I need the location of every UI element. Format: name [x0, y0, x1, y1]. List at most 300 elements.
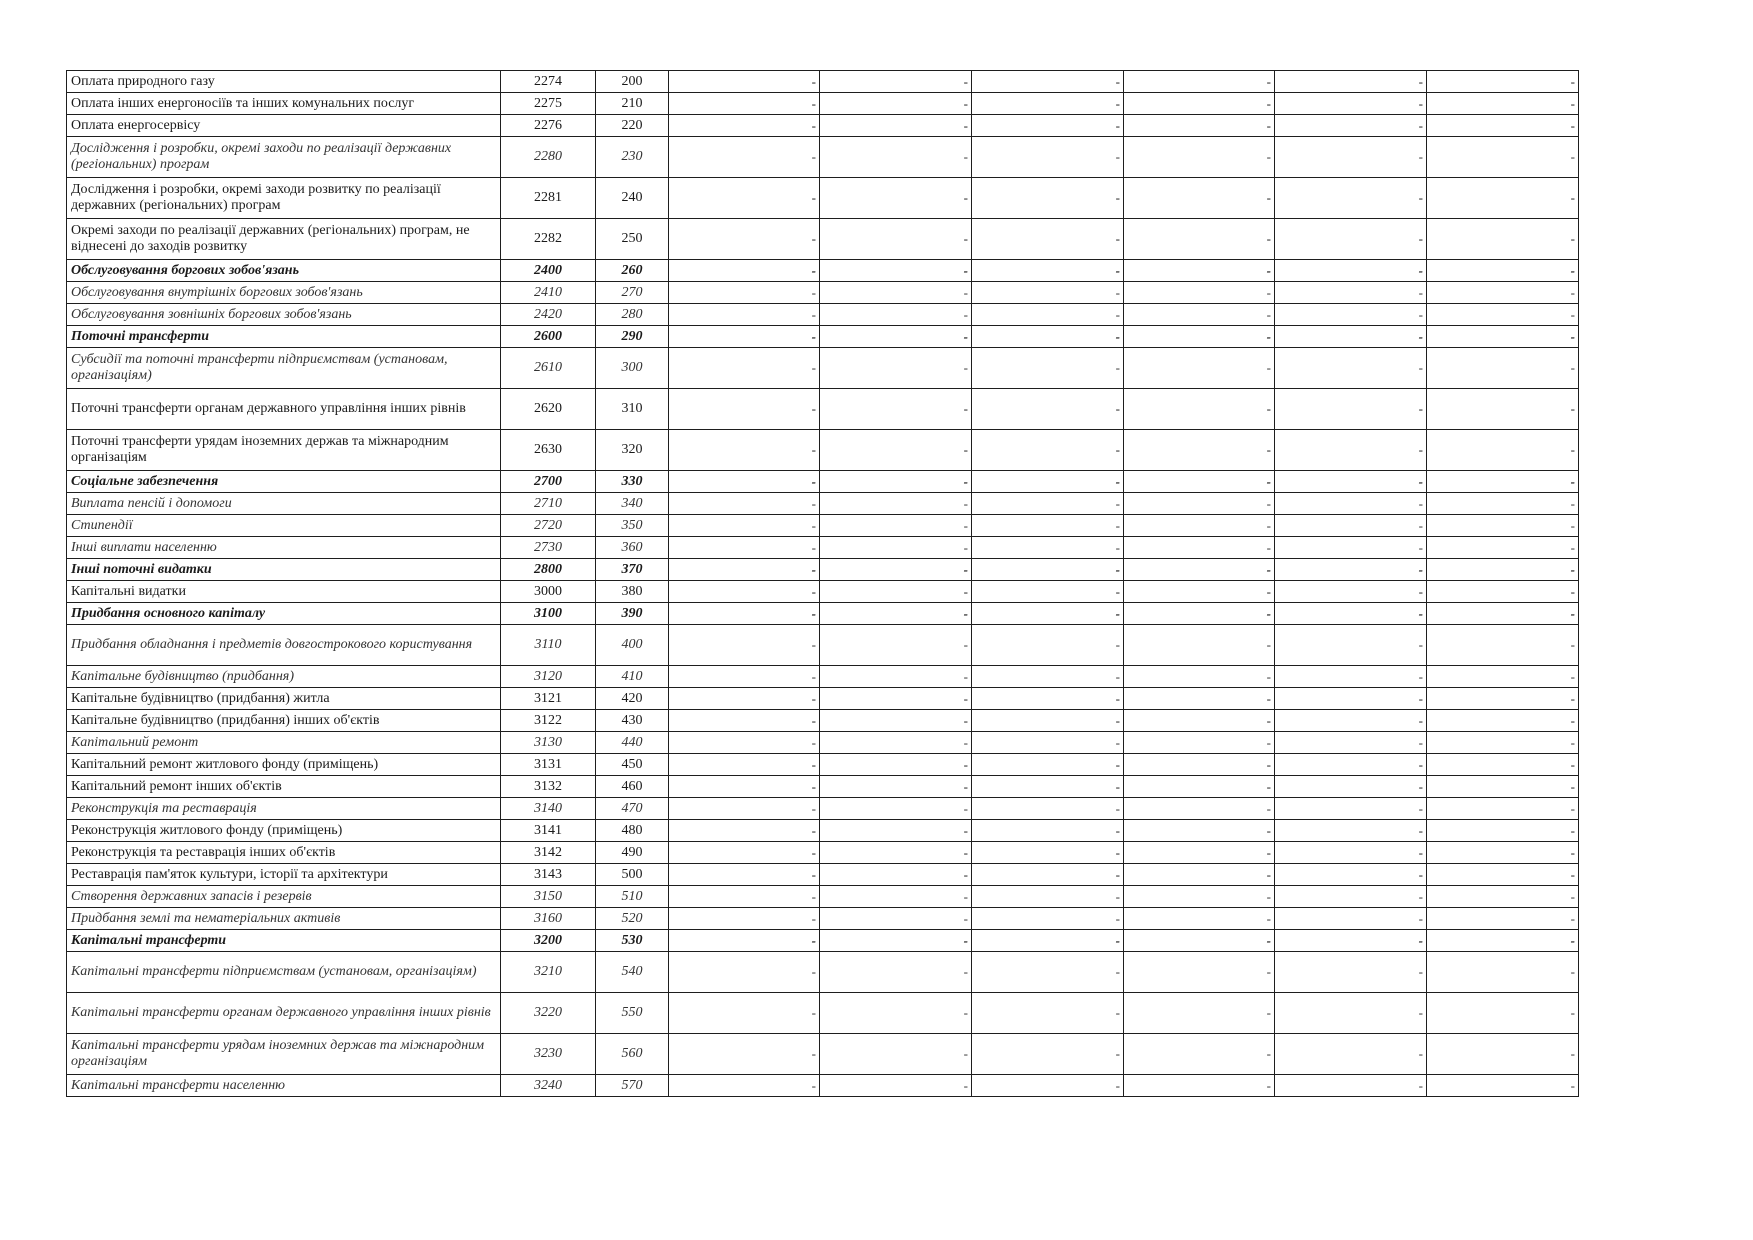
value-cell: - [1427, 666, 1579, 688]
row-name-cell: Обслуговування зовнішніх боргових зобов'язань [67, 304, 501, 326]
kekv-code-cell: 3122 [501, 710, 596, 732]
value-cell: - [669, 389, 820, 430]
value-cell: - [1275, 581, 1427, 603]
value-cell: - [972, 993, 1124, 1034]
row-number-cell: 470 [596, 798, 669, 820]
value-cell: - [669, 930, 820, 952]
table-row [67, 908, 1579, 930]
value-cell: - [1427, 603, 1579, 625]
table-row [67, 559, 1579, 581]
value-cell: - [972, 886, 1124, 908]
row-number-cell: 420 [596, 688, 669, 710]
value-cell: - [1427, 930, 1579, 952]
kekv-code-cell: 2420 [501, 304, 596, 326]
value-cell: - [1124, 389, 1275, 430]
row-name-cell: Обслуговування боргових зобов'язань [67, 260, 501, 282]
value-cell: - [1275, 93, 1427, 115]
value-cell: - [820, 864, 972, 886]
value-cell: - [1124, 688, 1275, 710]
value-cell: - [1427, 581, 1579, 603]
value-cell: - [1427, 430, 1579, 471]
value-cell: - [820, 798, 972, 820]
value-cell: - [1124, 842, 1275, 864]
row-number-cell: 480 [596, 820, 669, 842]
value-cell: - [820, 260, 972, 282]
value-cell: - [820, 688, 972, 710]
value-cell: - [1124, 820, 1275, 842]
row-name-cell: Капітальне будівництво (придбання) [67, 666, 501, 688]
kekv-code-cell: 2400 [501, 260, 596, 282]
row-name-cell: Реконструкція та реставрація [67, 798, 501, 820]
value-cell: - [1275, 493, 1427, 515]
table-row [67, 603, 1579, 625]
value-cell: - [1275, 842, 1427, 864]
value-cell: - [820, 886, 972, 908]
table-row [67, 93, 1579, 115]
row-number-cell: 340 [596, 493, 669, 515]
value-cell: - [1427, 776, 1579, 798]
kekv-code-cell: 3120 [501, 666, 596, 688]
value-cell: - [1124, 625, 1275, 666]
table-row [67, 537, 1579, 559]
row-number-cell: 390 [596, 603, 669, 625]
kekv-code-cell: 2280 [501, 137, 596, 178]
value-cell: - [1275, 219, 1427, 260]
value-cell: - [820, 389, 972, 430]
kekv-code-cell: 3110 [501, 625, 596, 666]
value-cell: - [1124, 93, 1275, 115]
value-cell: - [1427, 178, 1579, 219]
table-row [67, 326, 1579, 348]
value-cell: - [820, 710, 972, 732]
value-cell: - [1427, 115, 1579, 137]
kekv-code-cell: 2800 [501, 559, 596, 581]
value-cell: - [972, 71, 1124, 93]
value-cell: - [820, 348, 972, 389]
value-cell: - [1427, 710, 1579, 732]
value-cell: - [1427, 688, 1579, 710]
row-number-cell: 450 [596, 754, 669, 776]
value-cell: - [669, 115, 820, 137]
value-cell: - [1427, 886, 1579, 908]
row-number-cell: 250 [596, 219, 669, 260]
value-cell: - [669, 688, 820, 710]
value-cell: - [669, 581, 820, 603]
value-cell: - [1124, 115, 1275, 137]
table-row [67, 389, 1579, 430]
row-name-cell: Придбання землі та нематеріальних активів [67, 908, 501, 930]
value-cell: - [972, 710, 1124, 732]
row-name-cell: Поточні трансферти [67, 326, 501, 348]
value-cell: - [1124, 710, 1275, 732]
row-name-cell: Дослідження і розробки, окремі заходи розвитку по реалізації державних (регіональних) програм [67, 178, 501, 219]
kekv-code-cell: 3210 [501, 952, 596, 993]
row-name-cell: Реконструкція та реставрація інших об'єктів [67, 842, 501, 864]
value-cell: - [820, 559, 972, 581]
value-cell: - [972, 137, 1124, 178]
kekv-code-cell: 2610 [501, 348, 596, 389]
row-name-cell: Капітальний ремонт інших об'єктів [67, 776, 501, 798]
value-cell: - [1427, 326, 1579, 348]
value-cell: - [1124, 581, 1275, 603]
row-name-cell: Капітальні трансферти [67, 930, 501, 952]
value-cell: - [820, 471, 972, 493]
value-cell: - [1124, 1034, 1275, 1075]
value-cell: - [1427, 493, 1579, 515]
table-row [67, 688, 1579, 710]
row-number-cell: 270 [596, 282, 669, 304]
value-cell: - [1427, 732, 1579, 754]
value-cell: - [1427, 219, 1579, 260]
value-cell: - [820, 71, 972, 93]
row-name-cell: Капітальний ремонт житлового фонду (приміщень) [67, 754, 501, 776]
row-name-cell: Капітальні трансферти урядам іноземних держав та міжнародним організаціям [67, 1034, 501, 1075]
value-cell: - [972, 304, 1124, 326]
value-cell: - [669, 952, 820, 993]
value-cell: - [669, 559, 820, 581]
row-name-cell: Оплата інших енергоносіїв та інших комунальних послуг [67, 93, 501, 115]
value-cell: - [1124, 515, 1275, 537]
value-cell: - [1124, 559, 1275, 581]
row-number-cell: 490 [596, 842, 669, 864]
value-cell: - [669, 798, 820, 820]
kekv-code-cell: 3220 [501, 993, 596, 1034]
value-cell: - [820, 820, 972, 842]
value-cell: - [1275, 625, 1427, 666]
value-cell: - [1124, 304, 1275, 326]
value-cell: - [1427, 952, 1579, 993]
value-cell: - [972, 776, 1124, 798]
value-cell: - [820, 1034, 972, 1075]
table-row [67, 798, 1579, 820]
value-cell: - [972, 178, 1124, 219]
value-cell: - [820, 732, 972, 754]
row-name-cell: Капітальні трансферти органам державного управління інших рівнів [67, 993, 501, 1034]
row-number-cell: 210 [596, 93, 669, 115]
value-cell: - [820, 993, 972, 1034]
row-number-cell: 220 [596, 115, 669, 137]
value-cell: - [972, 515, 1124, 537]
value-cell: - [669, 493, 820, 515]
row-name-cell: Дослідження і розробки, окремі заходи по реалізації державних (регіональних) програм [67, 137, 501, 178]
table-row [67, 1034, 1579, 1075]
value-cell: - [1124, 178, 1275, 219]
row-number-cell: 200 [596, 71, 669, 93]
value-cell: - [669, 260, 820, 282]
value-cell: - [1124, 776, 1275, 798]
row-number-cell: 400 [596, 625, 669, 666]
kekv-code-cell: 2730 [501, 537, 596, 559]
value-cell: - [669, 908, 820, 930]
value-cell: - [1124, 471, 1275, 493]
value-cell: - [1124, 952, 1275, 993]
value-cell: - [1275, 930, 1427, 952]
value-cell: - [820, 908, 972, 930]
value-cell: - [820, 326, 972, 348]
row-name-cell: Соціальне забезпечення [67, 471, 501, 493]
value-cell: - [669, 304, 820, 326]
kekv-code-cell: 3000 [501, 581, 596, 603]
value-cell: - [669, 137, 820, 178]
value-cell: - [1427, 282, 1579, 304]
kekv-code-cell: 2720 [501, 515, 596, 537]
value-cell: - [1275, 515, 1427, 537]
row-number-cell: 570 [596, 1075, 669, 1097]
kekv-code-cell: 2275 [501, 93, 596, 115]
row-number-cell: 280 [596, 304, 669, 326]
value-cell: - [669, 1034, 820, 1075]
kekv-code-cell: 3131 [501, 754, 596, 776]
row-number-cell: 320 [596, 430, 669, 471]
value-cell: - [1427, 798, 1579, 820]
kekv-code-cell: 2630 [501, 430, 596, 471]
table-row [67, 282, 1579, 304]
value-cell: - [1124, 282, 1275, 304]
kekv-code-cell: 3100 [501, 603, 596, 625]
value-cell: - [1427, 908, 1579, 930]
value-cell: - [1275, 710, 1427, 732]
value-cell: - [1124, 326, 1275, 348]
kekv-code-cell: 3132 [501, 776, 596, 798]
row-name-cell: Капітальні трансферти підприємствам (установам, організаціям) [67, 952, 501, 993]
kekv-code-cell: 3160 [501, 908, 596, 930]
value-cell: - [1427, 820, 1579, 842]
table-row [67, 137, 1579, 178]
kekv-code-cell: 2620 [501, 389, 596, 430]
value-cell: - [972, 430, 1124, 471]
row-number-cell: 510 [596, 886, 669, 908]
value-cell: - [669, 776, 820, 798]
value-cell: - [669, 603, 820, 625]
value-cell: - [1124, 798, 1275, 820]
value-cell: - [820, 776, 972, 798]
value-cell: - [669, 886, 820, 908]
value-cell: - [972, 282, 1124, 304]
value-cell: - [1124, 493, 1275, 515]
value-cell: - [820, 115, 972, 137]
value-cell: - [1124, 537, 1275, 559]
value-cell: - [669, 326, 820, 348]
value-cell: - [820, 219, 972, 260]
value-cell: - [820, 537, 972, 559]
kekv-code-cell: 2700 [501, 471, 596, 493]
row-name-cell: Стипендії [67, 515, 501, 537]
value-cell: - [669, 993, 820, 1034]
value-cell: - [820, 137, 972, 178]
value-cell: - [1427, 625, 1579, 666]
value-cell: - [1275, 282, 1427, 304]
row-name-cell: Реставрація пам'яток культури, історії та архітектури [67, 864, 501, 886]
value-cell: - [820, 754, 972, 776]
value-cell: - [1124, 666, 1275, 688]
row-name-cell: Створення державних запасів і резервів [67, 886, 501, 908]
table-row [67, 178, 1579, 219]
value-cell: - [1427, 93, 1579, 115]
kekv-code-cell: 3121 [501, 688, 596, 710]
value-cell: - [972, 820, 1124, 842]
row-number-cell: 260 [596, 260, 669, 282]
table-row [67, 886, 1579, 908]
value-cell: - [1275, 820, 1427, 842]
value-cell: - [1427, 1034, 1579, 1075]
value-cell: - [1124, 908, 1275, 930]
value-cell: - [820, 603, 972, 625]
kekv-code-cell: 3230 [501, 1034, 596, 1075]
value-cell: - [972, 581, 1124, 603]
table-body [67, 71, 1579, 1097]
value-cell: - [820, 304, 972, 326]
value-cell: - [972, 625, 1124, 666]
value-cell: - [1275, 886, 1427, 908]
row-number-cell: 460 [596, 776, 669, 798]
value-cell: - [972, 537, 1124, 559]
value-cell: - [1275, 666, 1427, 688]
value-cell: - [1427, 260, 1579, 282]
table-row [67, 820, 1579, 842]
value-cell: - [1275, 1075, 1427, 1097]
value-cell: - [972, 260, 1124, 282]
value-cell: - [1427, 471, 1579, 493]
value-cell: - [1275, 688, 1427, 710]
table-row [67, 219, 1579, 260]
value-cell: - [1427, 389, 1579, 430]
value-cell: - [972, 864, 1124, 886]
row-number-cell: 350 [596, 515, 669, 537]
value-cell: - [1275, 798, 1427, 820]
kekv-code-cell: 3150 [501, 886, 596, 908]
row-number-cell: 230 [596, 137, 669, 178]
value-cell: - [1275, 1034, 1427, 1075]
value-cell: - [1275, 389, 1427, 430]
value-cell: - [1275, 471, 1427, 493]
value-cell: - [1275, 754, 1427, 776]
row-number-cell: 240 [596, 178, 669, 219]
row-name-cell: Інші поточні видатки [67, 559, 501, 581]
value-cell: - [972, 754, 1124, 776]
kekv-code-cell: 2281 [501, 178, 596, 219]
value-cell: - [669, 71, 820, 93]
row-number-cell: 550 [596, 993, 669, 1034]
value-cell: - [1427, 515, 1579, 537]
row-number-cell: 410 [596, 666, 669, 688]
value-cell: - [669, 537, 820, 559]
value-cell: - [972, 389, 1124, 430]
row-name-cell: Реконструкція житлового фонду (приміщень) [67, 820, 501, 842]
table-row [67, 952, 1579, 993]
value-cell: - [1427, 537, 1579, 559]
value-cell: - [972, 93, 1124, 115]
row-name-cell: Інші виплати населенню [67, 537, 501, 559]
table-row [67, 348, 1579, 389]
row-number-cell: 430 [596, 710, 669, 732]
value-cell: - [1275, 348, 1427, 389]
value-cell: - [669, 820, 820, 842]
value-cell: - [972, 1034, 1124, 1075]
value-cell: - [820, 666, 972, 688]
kekv-code-cell: 2600 [501, 326, 596, 348]
value-cell: - [1124, 71, 1275, 93]
value-cell: - [1275, 732, 1427, 754]
row-name-cell: Капітальне будівництво (придбання) житла [67, 688, 501, 710]
row-number-cell: 330 [596, 471, 669, 493]
row-name-cell: Капітальні видатки [67, 581, 501, 603]
table-row [67, 115, 1579, 137]
table-row [67, 993, 1579, 1034]
value-cell: - [820, 1075, 972, 1097]
value-cell: - [820, 493, 972, 515]
value-cell: - [1275, 603, 1427, 625]
value-cell: - [1124, 886, 1275, 908]
value-cell: - [1427, 993, 1579, 1034]
value-cell: - [669, 842, 820, 864]
value-cell: - [1124, 430, 1275, 471]
table-row [67, 930, 1579, 952]
row-name-cell: Виплата пенсій і допомоги [67, 493, 501, 515]
value-cell: - [1275, 137, 1427, 178]
value-cell: - [1124, 930, 1275, 952]
value-cell: - [820, 625, 972, 666]
row-name-cell: Придбання обладнання і предметів довгострокового користування [67, 625, 501, 666]
table-row [67, 71, 1579, 93]
value-cell: - [669, 864, 820, 886]
row-number-cell: 440 [596, 732, 669, 754]
row-number-cell: 540 [596, 952, 669, 993]
value-cell: - [972, 559, 1124, 581]
value-cell: - [972, 798, 1124, 820]
value-cell: - [972, 493, 1124, 515]
value-cell: - [1275, 776, 1427, 798]
row-name-cell: Оплата природного газу [67, 71, 501, 93]
table-row [67, 304, 1579, 326]
row-name-cell: Капітальний ремонт [67, 732, 501, 754]
kekv-code-cell: 2282 [501, 219, 596, 260]
row-number-cell: 370 [596, 559, 669, 581]
value-cell: - [1275, 537, 1427, 559]
table-row [67, 864, 1579, 886]
value-cell: - [669, 93, 820, 115]
row-name-cell: Капітальні трансферти населенню [67, 1075, 501, 1097]
value-cell: - [1124, 1075, 1275, 1097]
value-cell: - [1427, 754, 1579, 776]
row-number-cell: 560 [596, 1034, 669, 1075]
value-cell: - [1275, 260, 1427, 282]
value-cell: - [1427, 842, 1579, 864]
value-cell: - [669, 348, 820, 389]
kekv-code-cell: 3240 [501, 1075, 596, 1097]
value-cell: - [1124, 993, 1275, 1034]
table-row [67, 1075, 1579, 1097]
value-cell: - [1124, 603, 1275, 625]
row-number-cell: 310 [596, 389, 669, 430]
row-number-cell: 500 [596, 864, 669, 886]
table-row [67, 581, 1579, 603]
table-row [67, 471, 1579, 493]
value-cell: - [1275, 993, 1427, 1034]
value-cell: - [1427, 864, 1579, 886]
value-cell: - [669, 515, 820, 537]
value-cell: - [1275, 71, 1427, 93]
value-cell: - [1275, 304, 1427, 326]
value-cell: - [972, 115, 1124, 137]
value-cell: - [1275, 559, 1427, 581]
value-cell: - [972, 732, 1124, 754]
kekv-code-cell: 3142 [501, 842, 596, 864]
value-cell: - [972, 219, 1124, 260]
row-name-cell: Окремі заходи по реалізації державних (регіональних) програм, не віднесені до заходів розвитку [67, 219, 501, 260]
value-cell: - [1275, 115, 1427, 137]
row-number-cell: 300 [596, 348, 669, 389]
kekv-code-cell: 2710 [501, 493, 596, 515]
